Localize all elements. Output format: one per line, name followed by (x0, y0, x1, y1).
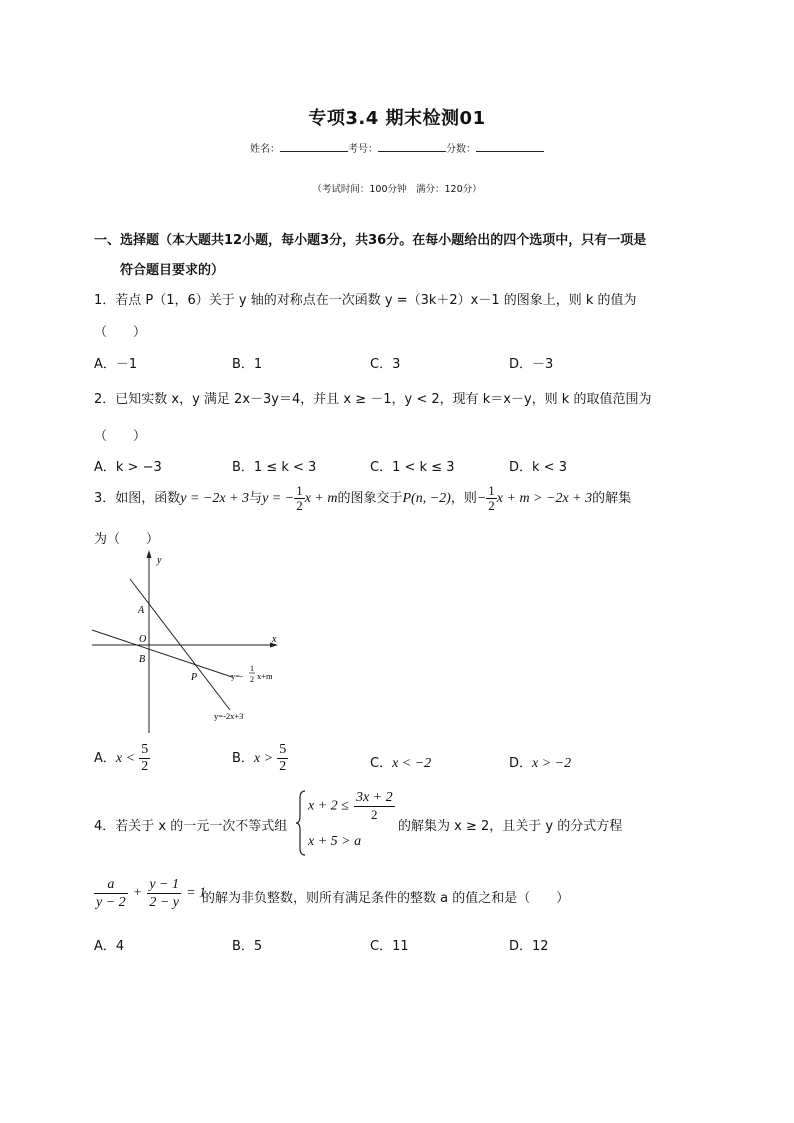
option-math: x > −2 (532, 756, 572, 771)
system-line2: x + 5 > a (308, 834, 362, 849)
option-fraction (139, 742, 150, 775)
q3-option-d[interactable] (509, 752, 571, 772)
exam-no-label: 考号： (348, 144, 378, 155)
q3-point: P(n, −2) (402, 491, 451, 506)
page-title: 专项3.4 期末检测01 (308, 108, 486, 129)
fraction-numerator: 1 (488, 483, 495, 498)
exam-no-blank[interactable] (378, 141, 446, 152)
q3-option-a[interactable] (94, 742, 150, 775)
option-letter: D． (509, 756, 533, 771)
fraction-denominator: 2 (141, 759, 149, 774)
q3-graph-figure (92, 548, 292, 738)
name-blank[interactable] (280, 141, 348, 152)
question-3-text (94, 484, 631, 514)
option-math: x > (253, 751, 274, 766)
q1-option-b[interactable]: B．1 (232, 357, 263, 372)
q4-option-d[interactable]: D．12 (509, 939, 549, 954)
line1-label-num: 1 (250, 664, 254, 673)
section-heading-line1: 一、选择题（本大题共12小题，每小题3分，共36分。在每小题给出的四个选项中，只有一项是 (94, 233, 647, 248)
eq-fraction-a (94, 876, 128, 911)
q1-option-a[interactable]: A．－1 (94, 357, 138, 372)
q4-option-c[interactable]: C．11 (370, 939, 409, 954)
q3-ineq-fraction (486, 484, 497, 513)
question-4-part2: 的解集为 x ≥ 2，且关于 y 的分式方程 (398, 819, 623, 834)
score-label: 分数： (446, 144, 476, 155)
q3-text-part5: 的解集 (592, 491, 632, 506)
q4-option-b[interactable]: B．5 (232, 939, 263, 954)
fraction-denominator: 2 − y (149, 895, 179, 910)
q3-text-part2: 与 (249, 491, 263, 506)
q3-ineq-post: x + m > −2x + 3 (496, 491, 593, 506)
origin-label: O (139, 634, 147, 645)
eq-fraction-b (147, 876, 181, 911)
x-axis-label: x (272, 634, 277, 645)
question-4-part1: 4．若关于 x 的一元一次不等式组 (94, 819, 288, 834)
q3-option-b[interactable] (232, 742, 288, 775)
question-3-line2: 为（ ） (94, 532, 160, 547)
point-a-label: A (138, 605, 145, 616)
fraction-denominator: 2 (279, 759, 287, 774)
q3-ineq-pre: − (476, 491, 487, 506)
option-fraction (277, 742, 288, 775)
fraction-numerator: 1 (296, 483, 303, 498)
fraction-denominator: 2 (371, 807, 378, 822)
system-fraction (354, 790, 395, 823)
option-letter: A． (94, 751, 116, 766)
system-line1-pre: x + 2 ≤ (308, 798, 349, 814)
q3-text-part4: ，则 (450, 491, 477, 506)
line1-label-den: 2 (250, 675, 254, 684)
fraction-numerator: 5 (279, 742, 287, 757)
line-y-neg-half-x-plus-m (92, 630, 232, 677)
system-brace (296, 790, 306, 856)
q3-eq2-pre: y = − (262, 491, 295, 506)
line2-label: y=-2x+3 (214, 711, 244, 721)
q3-option-c[interactable] (370, 752, 431, 772)
name-label: 姓名： (250, 144, 280, 155)
fraction-numerator: 5 (141, 742, 149, 757)
line1-label-post: x+m (257, 671, 273, 681)
q1-option-d[interactable]: D．－3 (509, 357, 554, 372)
y-axis-label: y (157, 555, 162, 566)
question-2-text: 2．已知实数 x，y 满足 2x－3y＝4，并且 x ≥ －1，y < 2，现有 k＝x－y，则 k 的取值范围为 (94, 392, 652, 407)
score-blank[interactable] (476, 141, 544, 152)
q1-option-c[interactable]: C．3 (370, 357, 401, 372)
q2-option-b[interactable]: B．1 ≤ k < 3 (232, 460, 317, 475)
q2-option-c[interactable]: C．1 < k ≤ 3 (370, 460, 455, 475)
fraction-numerator: y − 1 (149, 877, 179, 892)
option-letter: C． (370, 756, 393, 771)
q4-fraction-equation: $\frac{a}{y - 2}$ + $\frac{y - 1}{2 - y}$ = 1 (96, 877, 207, 910)
fraction-numerator: a (94, 876, 128, 894)
option-math: x < −2 (392, 756, 432, 771)
time-note: （考试时间：100分钟 满分：120分） (312, 184, 482, 195)
q4-option-a[interactable]: A．4 (94, 939, 125, 954)
fraction-numerator: 3x + 2 (355, 790, 393, 805)
eq-rest: = 1 (186, 885, 207, 901)
student-info-line (0, 140, 794, 155)
q3-eq2-fraction (294, 484, 305, 513)
system-line1 (308, 790, 395, 823)
line1-label-pre: y=- (231, 671, 243, 681)
point-p-label: P (191, 672, 198, 683)
question-1-text: 1．若点 P（1，6）关于 y 轴的对称点在一次函数 y =（3k＋2）x－1 的图象上，则 k 的值为 (94, 293, 637, 308)
q2-option-d[interactable]: D．k < 3 (509, 460, 567, 475)
y-axis-arrow (147, 550, 152, 558)
fraction-denominator: 2 (488, 498, 495, 513)
option-math: x < (115, 751, 136, 766)
fraction-denominator: 2 (296, 498, 303, 513)
option-letter: B． (232, 751, 254, 766)
q3-eq1: y = −2x + 3 (180, 491, 250, 506)
point-b-label: B (139, 654, 146, 665)
q3-text-part1: 3．如图，函数 (94, 491, 181, 506)
q3-text-part3: 的图象交于 (337, 491, 403, 506)
question-4-part3: 的解为非负整数，则所有满足条件的整数 a 的值之和是（ ） (202, 891, 570, 906)
q2-option-a[interactable]: A．k > −3 (94, 460, 162, 475)
q3-eq2-post: x + m (304, 491, 338, 506)
fraction-denominator: y − 2 (96, 895, 126, 910)
question-2-paren: （ ） (94, 429, 147, 444)
section-heading-line2: 符合题目要求的） (120, 263, 225, 278)
question-1-paren: （ ） (94, 325, 147, 340)
